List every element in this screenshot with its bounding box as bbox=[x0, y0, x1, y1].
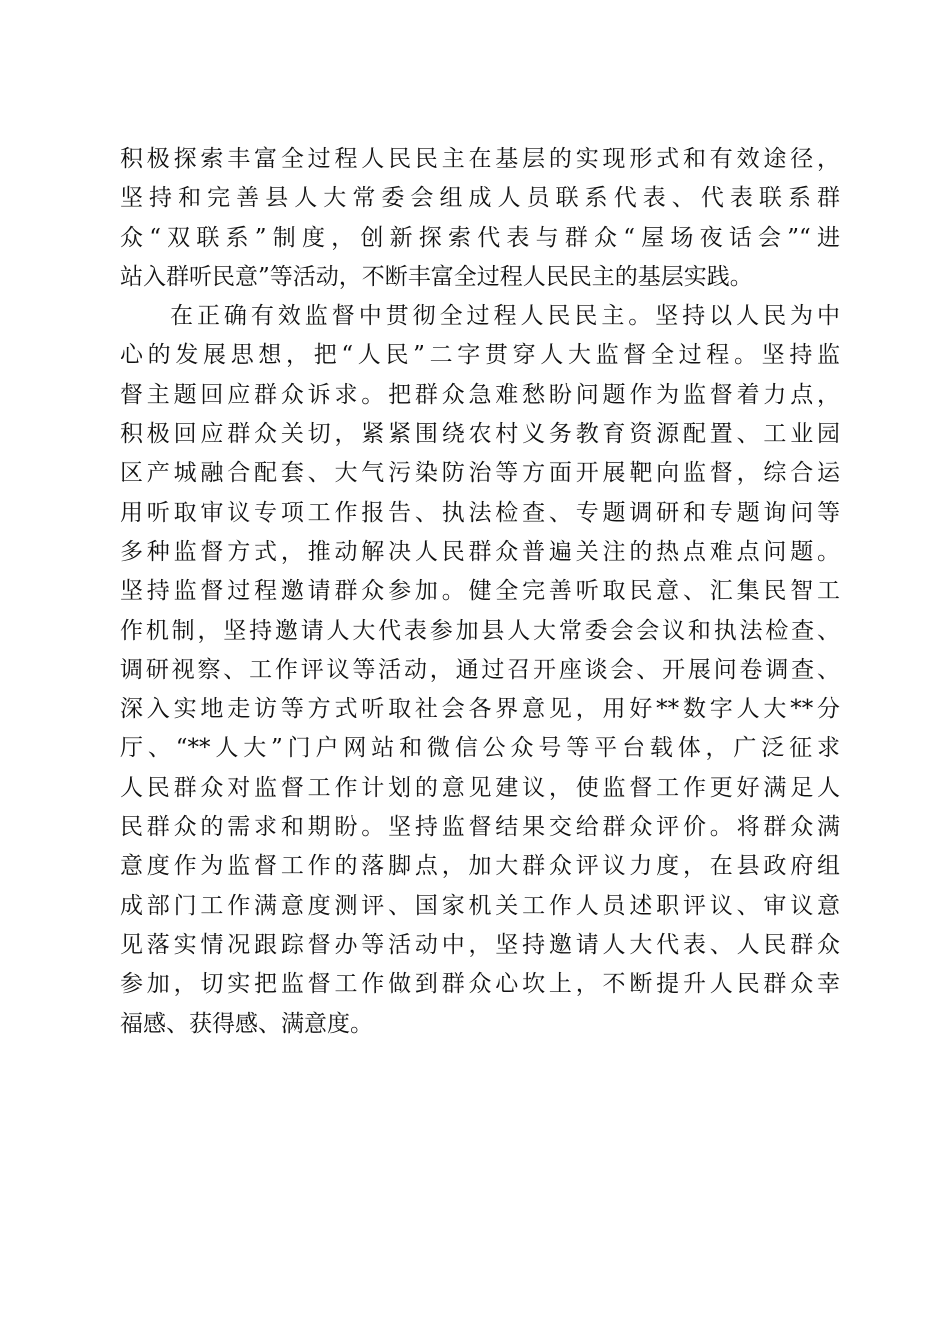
paragraph-1-line-2: 坚持和完善县人大常委会组成人员联系代表、代表联系群 bbox=[120, 185, 840, 212]
paragraph-2-line-8: 坚持监督过程邀请群众参加。健全完善听取民意、汇集民智工 bbox=[120, 578, 840, 605]
paragraph-2-line-10: 调研视察、工作评议等活动，通过召开座谈会、开展问卷调查、 bbox=[120, 656, 840, 683]
paragraph-2-line-15: 意度作为监督工作的落脚点，加大群众评议力度，在县政府组 bbox=[120, 853, 840, 880]
paragraph-2-line-16: 成部门工作满意度测评、国家机关工作人员述职评议、审议意 bbox=[120, 892, 840, 919]
paragraph-2-line-14: 民群众的需求和期盼。坚持监督结果交给群众评价。将群众满 bbox=[120, 814, 840, 841]
body-text bbox=[120, 140, 840, 1044]
paragraph-2-line-7: 多种监督方式，推动解决人民群众普遍关注的热点难点问题。 bbox=[120, 538, 840, 565]
paragraph-2-line-17: 见落实情况跟踪督办等活动中，坚持邀请人大代表、人民群众 bbox=[120, 931, 840, 958]
paragraph-2-line-13: 人民群众对监督工作计划的意见建议，使监督工作更好满足人 bbox=[120, 774, 840, 801]
paragraph-2-line-9: 作机制，坚持邀请人大代表参加县人大常委会会议和执法检查、 bbox=[120, 617, 840, 644]
paragraph-1-line-1: 积极探索丰富全过程人民民主在基层的实现形式和有效途径， bbox=[120, 146, 840, 172]
paragraph-2-line-11: 深入实地走访等方式听取社会各界意见，用好**数字人大**分 bbox=[120, 696, 840, 723]
paragraph-2-line-12: 厅、“**人大”门户网站和微信公众号等平台载体，广泛征求 bbox=[120, 735, 840, 762]
paragraph-1-line-3: 众“双联系”制度，创新探索代表与群众“屋场夜话会”“进 bbox=[120, 224, 840, 251]
paragraph-2-line-2: 心的发展思想，把“人民”二字贯穿人大监督全过程。坚持监 bbox=[120, 342, 840, 369]
paragraph-2-line-4: 积极回应群众关切，紧紧围绕农村义务教育资源配置、工业园 bbox=[120, 421, 840, 448]
paragraph-2-line-1: 在正确有效监督中贯彻全过程人民民主。坚持以人民为中 bbox=[170, 303, 840, 330]
paragraph-1-line-4: 站入群听民意”等活动，不断丰富全过程人民民主的基层实践。 bbox=[120, 263, 753, 290]
paragraph-2-line-18: 参加，切实把监督工作做到群众心坎上，不断提升人民群众幸 bbox=[120, 971, 840, 998]
paragraph-2-line-5: 区产城融合配套、大气污染防治等方面开展靶向监督，综合运 bbox=[120, 460, 840, 487]
paragraph-2-line-6: 用听取审议专项工作报告、执法检查、专题调研和专题询问等 bbox=[120, 499, 840, 526]
paragraph-2-line-3: 督主题回应群众诉求。把群众急难愁盼问题作为监督着力点， bbox=[120, 381, 840, 408]
paragraph-2-line-19: 福感、获得感、满意度。 bbox=[120, 1010, 373, 1037]
